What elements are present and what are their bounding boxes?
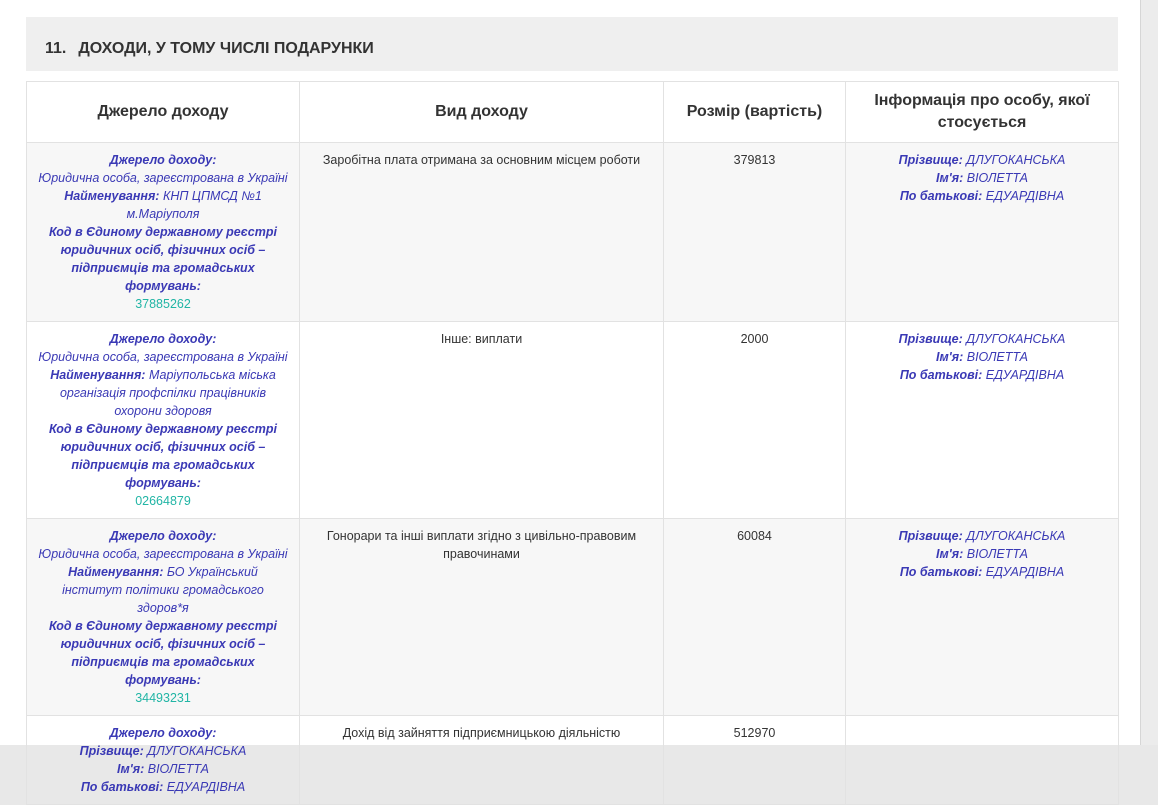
- first-name-value: ВІОЛЕТТА: [966, 547, 1028, 561]
- source-type: Юридична особа, зареєстрована в Україні: [38, 350, 288, 364]
- source-cell: [27, 322, 300, 519]
- surname-label: Прізвище:: [898, 153, 963, 167]
- surname-value: ДЛУГОКАНСЬКА: [147, 744, 247, 758]
- source-cell: [27, 716, 300, 805]
- surname-label: Прізвище:: [79, 744, 144, 758]
- table-header-row: [27, 82, 1119, 143]
- person-cell: [846, 143, 1119, 322]
- col-header-person: Інформація про особу, якої стосується: [846, 82, 1119, 143]
- code-label: Код в Єдиному державному реєстрі юридичних осіб, фізичних осіб – підприємців та громадських формувань:: [49, 619, 277, 687]
- source-code: 02664879: [135, 494, 191, 508]
- source-name: КНП ЦПМСД №1 м.Маріуполя: [126, 189, 262, 221]
- patronymic-value: ЕДУАРДІВНА: [985, 189, 1065, 203]
- surname-value: ДЛУГОКАНСЬКА: [966, 153, 1066, 167]
- source-cell: [27, 143, 300, 322]
- source-code: 37885262: [135, 297, 191, 311]
- person-cell: [846, 716, 1119, 805]
- person-cell: [846, 519, 1119, 716]
- table-row: [27, 716, 1119, 805]
- source-name: Маріупольська міська організація профспілки працівників охорони здоровя: [59, 368, 276, 418]
- name-label: Найменування:: [50, 368, 146, 382]
- surname-value: ДЛУГОКАНСЬКА: [966, 529, 1066, 543]
- income-type-cell: Заробітна плата отримана за основним місцем роботи: [300, 143, 664, 322]
- section-header: [26, 17, 1118, 71]
- table-row: [27, 143, 1119, 322]
- amount-cell: 379813: [664, 143, 846, 322]
- code-label: Код в Єдиному державному реєстрі юридичних осіб, фізичних осіб – підприємців та громадських формувань:: [49, 225, 277, 293]
- source-code: 34493231: [135, 691, 191, 705]
- section-title: ДОХОДИ, У ТОМУ ЧИСЛІ ПОДАРУНКИ: [78, 40, 374, 57]
- first-name-label: Ім'я:: [936, 171, 964, 185]
- page-margin: [1141, 0, 1158, 745]
- source-type: Юридична особа, зареєстрована в Україні: [38, 171, 288, 185]
- name-label: Найменування:: [68, 565, 164, 579]
- surname-label: Прізвище:: [898, 332, 963, 346]
- income-type-cell: Дохід від зайняття підприємницькою діяльністю: [300, 716, 664, 805]
- amount-cell: 60084: [664, 519, 846, 716]
- surname-label: Прізвище:: [898, 529, 963, 543]
- first-name-value: ВІОЛЕТТА: [966, 350, 1028, 364]
- source-label: Джерело доходу:: [109, 726, 217, 740]
- section-number: 11.: [45, 40, 67, 57]
- code-label: Код в Єдиному державному реєстрі юридичних осіб, фізичних осіб – підприємців та громадських формувань:: [49, 422, 277, 490]
- patronymic-value: ЕДУАРДІВНА: [985, 368, 1065, 382]
- first-name-value: ВІОЛЕТТА: [966, 171, 1028, 185]
- person-cell: [846, 322, 1119, 519]
- income-type-cell: Інше: виплати: [300, 322, 664, 519]
- source-label: Джерело доходу:: [109, 529, 217, 543]
- amount-cell: 512970: [664, 716, 846, 805]
- first-name-label: Ім'я:: [936, 350, 964, 364]
- amount-cell: 2000: [664, 322, 846, 519]
- source-name: БО Український інститут політики громадського здоров*я: [62, 565, 264, 615]
- col-header-type: Вид доходу: [300, 82, 664, 143]
- income-type-cell: Гонорари та інші виплати згідно з цивільно-правовим правочинами: [300, 519, 664, 716]
- source-type: Юридична особа, зареєстрована в Україні: [38, 547, 288, 561]
- patronymic-label: По батькові:: [80, 780, 164, 794]
- first-name-label: Ім'я:: [936, 547, 964, 561]
- patronymic-label: По батькові:: [899, 368, 983, 382]
- patronymic-value: ЕДУАРДІВНА: [166, 780, 246, 794]
- income-table: [26, 81, 1119, 805]
- source-label: Джерело доходу:: [109, 332, 217, 346]
- table-row: [27, 519, 1119, 716]
- col-header-amount: Розмір (вартість): [664, 82, 846, 143]
- col-header-source: Джерело доходу: [27, 82, 300, 143]
- table-row: [27, 322, 1119, 519]
- source-cell: [27, 519, 300, 716]
- first-name-value: ВІОЛЕТТА: [147, 762, 209, 776]
- patronymic-value: ЕДУАРДІВНА: [985, 565, 1065, 579]
- surname-value: ДЛУГОКАНСЬКА: [966, 332, 1066, 346]
- patronymic-label: По батькові:: [899, 189, 983, 203]
- patronymic-label: По батькові:: [899, 565, 983, 579]
- name-label: Найменування:: [64, 189, 160, 203]
- first-name-label: Ім'я:: [117, 762, 145, 776]
- source-label: Джерело доходу:: [109, 153, 217, 167]
